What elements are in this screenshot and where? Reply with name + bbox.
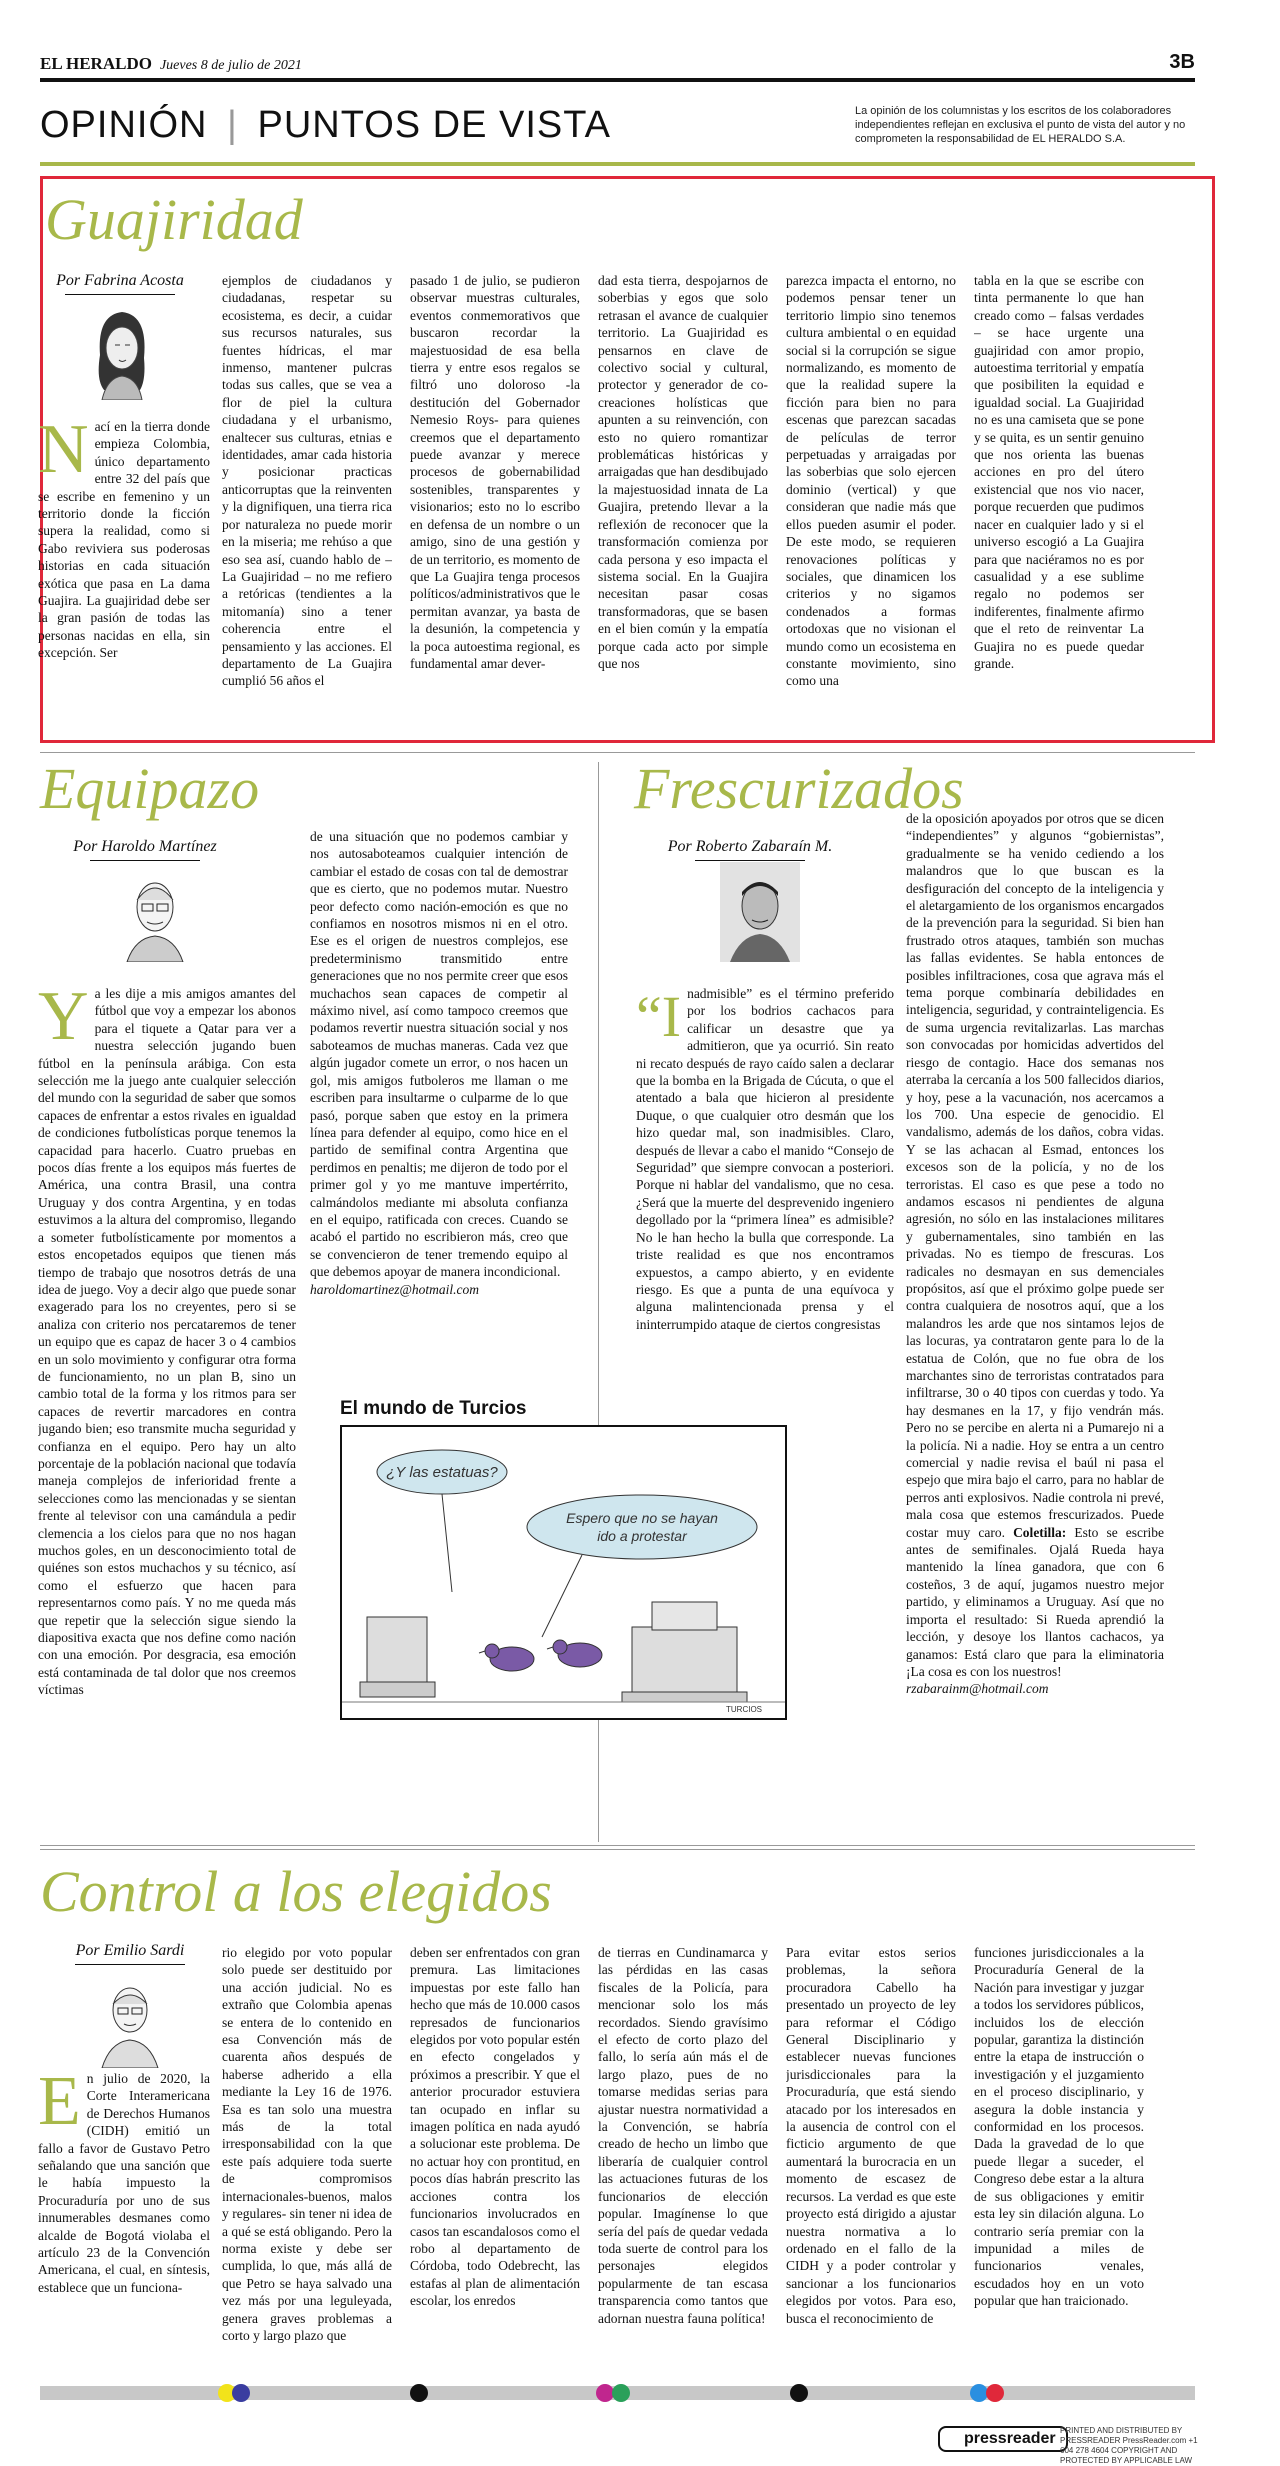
editorial-cartoon	[340, 1425, 787, 1720]
color-mark	[232, 2384, 250, 2402]
author-portrait	[82, 300, 162, 400]
article-body-control-col5: Para evitar estos serios problemas, la señora procuradora Cabello ha presentado un proyecto de ley para reformar el Código General Disciplinario y establecer nuevas funciones jurisdiccionales para la Procuraduría, que está siendo atacado por los interesados en la ausencia de control con el ficticio argumento de que aumentará la burocracia en un momento de escasez de recursos. La verdad es que este proyecto está dirigido a ajustar nuestra normativa a lo ordenado en el fallo de la CIDH y a poder controlar y sancionar a los funcionarios elegidos por votos. Para eso, busca el reconocimiento de	[786, 1945, 956, 2326]
byline-equipazo	[70, 838, 220, 861]
article-body-frescurizados-col1: “Inadmisible” es el término preferido por los bodrios cachacos para calificar un desastre que ya admitieron, que ya ocurrió. Sin reato ni recato después de rayo caído salen a declarar que la bomba en la Brigada de Cúcuta, o que el atentado a bala que hicieron al presidente Duque, o que cualquier otro desmán que los hizo quedar mal, son inadmisibles. Claro, después de llevar a cabo el manido “Consejo de Seguridad” que siempre convocan a posteriori. Porque ni hablar del vandalismo, que no cesa. ¿Será que la muerte del desprevenido ingeniero degollado por la “primera línea” es admisible? No le han hecho la bulla que corresponde. La triste realidad es que nos encontramos expuestos, a campo abierto, y en evidente riesgo. Es que a punta de una equívoca y alguna malintencionada prensa y el ininterrumpido ataque de ciertos congresistas	[636, 985, 894, 1332]
drop-cap: Y	[38, 985, 89, 1055]
pressreader-notice: PRINTED AND DISTRIBUTED BY PRESSREADER PressReader.com +1 604 278 4604 COPYRIGHT AND PROTECTED BY APPLICABLE LAW	[1060, 2426, 1198, 2465]
article-body-guajiridad-col2: ejemplos de ciudadanos y ciudadanas, respetar su ecosistema, es decir, a cuidar sus recursos naturales, sus fuentes hídricas, el mar inmenso, mantener pulcras todas sus calles, que se vea a flor de piel la cultura ciudadana y el urbanismo, enaltecer sus culturas, etnias e identidades, amar cada historia y posicionar practicas anticorruptas que la reinventen y la dignifiquen, una tierra rica por naturaleza no puede morir en la miseria; me rehúso a que eso sea así, cuando hablo de – La Guajiridad – no me refiero a retóricas (tendientes a la mitomanía) sino a tener coherencia entre el pensamiento y las acciones. El departamento de La Guajira cumplió 56 años el	[222, 273, 392, 689]
article-body-control-col4: de tierras en Cundinamarca y las pérdidas en las casas fiscales de la Policía, para mencionar solo los más recordados. Siendo gravísimo el efecto de corto plazo del fallo, lo sería aún más el de largo plazo, pues de no tomarse medidas serias para ajustar nuestra normatividad a la Convención, se habría creado de hecho un limbo que liberaría de cualquier control las actuaciones futuras de los funcionarios de elección popular. Imagínense lo que sería del país de quedar vedada toda suerte de control para los personajes elegidos popularmente de tan escasa transparencia como tantos que adornan nuestra fauna política!	[598, 1945, 768, 2326]
speech-bubble-1: ¿Y las estatuas?	[386, 1464, 498, 1481]
divider	[40, 1849, 1195, 1850]
author-email: rzabarainm@hotmail.com	[906, 1681, 1049, 1697]
author-portrait	[720, 862, 800, 962]
section-subname: PUNTOS DE VISTA	[257, 104, 612, 146]
svg-text:Espero que no se hayan: Espero que no se hayan	[566, 1510, 718, 1526]
divider	[40, 752, 1195, 753]
color-mark	[986, 2384, 1004, 2402]
article-title-equipazo: Equipazo	[40, 756, 260, 821]
coletilla-label: Coletilla:	[1013, 1524, 1067, 1540]
author-name: Por Roberto Zabaraín M.	[667, 838, 833, 855]
article-body-control-col3: deben ser enfrentados con gran premura. Las limitaciones impuestas por este fallo han hecho que más de 10.000 casos represados de funcionarios elegidos por voto popular estén en efecto congelados y próximos a prescribir. Y que el anterior procurador estuviera tan ocupado en inflar su imagen política en nada ayudó a solucionar este problema. De no actuar hoy con prontitud, en pocos días habrán prescrito las acciones contra los funcionarios involucrados en casos tan escandalosos como el robo al departamento de Córdoba, todo Odebrecht, las estafas al plan de alimentación escolar, los enredos	[410, 1945, 580, 2309]
author-name: Por Haroldo Martínez	[73, 838, 217, 855]
cartoonist-signature: TURCIOS	[726, 1705, 762, 1714]
divider	[40, 1845, 1195, 1846]
author-portrait	[115, 862, 195, 962]
article-body-equipazo-col1: Ya les dije a mis amigos amantes del fútbol que voy a empezar los abonos para el tiquete a Qatar para ver a nuestra selección jugando buen fútbol en la península arábiga. Con esta selección me la juego ante cualquier selección del mundo con la seguridad de saber que somos capaces de enfrentar a estos rivales en igualdad de condiciones futbolísticas porque tenemos la capacidad para hacerlo. Cuatro pruebas en pocos días frente a los equipos más fuertes de América, una contra Brasil, una contra Uruguay y dos contra Argentina, y en todas estuvimos a la altura del compromiso, llegando a someter futbolísticamente por momentos a estos encopetados equipos que tienen más tiempo de trabajo que nosotros detrás de una idea de juego. Voy a decir algo que puede sonar exagerado para los no creyentes, pero si se analiza con criterio nos percataremos de tener un equipo que es capaz de hacer 3 o 4 cambios en un solo movimiento y configurar otra forma de funcionamiento, no un plan B, sino un cambio total de la forma y los ritmos para ser capaces de revertir marcadores en contra jugando bien; eso transmite mucha seguridad y confianza en el equipo. Pero hay un alto porcentaje de la población nacional que todavía maneja complejos de inferioridad frente a selecciones como las mencionadas y se sientan frente al televisor con una camándula a pedir clemencia a los cielos para que no nos hagan muchos goles, en un desconocimiento total de quiénes son estos muchachos y su técnico, así como el esfuerzo que hacen para representarnos como país. Y no me queda más que repetir que la selección sigue siendo la diapositiva exacta que nos define como nación con una emoción. Por desgracia, esa emoción está contaminada de tal dolor que nos creemos víctimas	[38, 985, 296, 1698]
article-body-guajiridad-col6: tabla en la que se escribe con tinta permanente lo que han creado como – falsas verdades – se hace urgente una guajiridad con amor propio, autoestima territorial y empatía que posibiliten la equidad e igualdad social. La Guajiridad no es una camiseta que se pone y se quita, es un sentir genuino que nos orienta las buenas acciones en pro del útero existencial que nos vio nacer, porque recuerden que pudimos nacer en cualquier lado y si el universo escogió a La Guajira para que naciéramos no es por casualidad y a ese sublime regalo no podemos ser indiferentes, finalmente afirmo que el reto de reinventar La Guajira no es puede quedar grande.	[974, 273, 1144, 671]
article-body-frescurizados-col2: de la oposición apoyados por otros que se dicen “independientes” y algunos “gobiernistas”, gradualmente se ha venido cediendo a los malandros que lo que buscan es la desfiguración del concepto de la inteligencia y el aletargamiento de los organismos encargados de la prevención para la seguridad. Si bien han frustrado otros ataques, también son muchas las fallas evidentes. Se habla entonces de posibles infiltraciones, cosa que agrava más el tema porque combinaría debilidades en inteligencia, seguridad, y contrainteligencia. Es de suma urgencia revitalizarlas. Las marchas son convocadas por homicidas advertidos del riesgo de contagio. Hace dos semanas nos aterraba la cercanía a los 500 fallecidos diarios, y hoy, pese a la vacunación, nos acercamos a los 700. Una especie de genocidio. El vandalismo, además de los daños, cobra vidas. Y se las achacan al Esmad, entonces los excesos son de la policía, y no de los terroristas. El caso es que pese a todo no andamos escasos ni pendientes de alguna agresión, no sólo en las instalaciones militares y gubernamentales, sino también en las privadas. No es tiempo de frescuras. Los radicales no desmayan en sus demenciales propósitos, así que el próximo golpe puede ser contra cualquiera de nosotros aquí, que a los malandros les arde que nos sintamos lejos de las locuras, ya contrataron gente para lo de la estatua de Colón, que no fue obra de los marchantes sino de terroristas contratados para infiltrarse, 30 o 40 tipos con cuerdas y todo. Ya hay desmanes en la 17, y fijo vendrán más. Pero no se percibe en alerta ni a Pumarejo ni a la policía. Ni a nadie. Hoy se entra a un centro comercial y nadie revisa el baúl ni pasa el espejo que mira bajo el carro, para no hablar de perros anti explosivos. Nadie controla ni prevé, mala cosa que estemos frescurizados. Puede costar muy caro. Coletilla: Esto se escribe antes de semifinales. Ojalá Rueda haya mantenido la línea ganadora, que con 6 costeños, 3 de aquí, jugamos nuestro mejor partido, y eliminamos a Uruguay. Así que no importa el resultado: Si Rueda aprendió la lección, y desoye los llantos cachacos, ya ganamos: Está claro que para la eliminatoria ¡La cosa es con los nuestros! rzabarainm@hotmail.com	[906, 811, 1164, 1697]
drop-cap: N	[38, 418, 89, 488]
article-title-guajiridad: Guajiridad	[45, 187, 303, 252]
section-header: OPINIÓN | PUNTOS DE VISTA La opinión de los columnistas y los escritos de los colaboradores independientes reflejan en exclusiva el punto de vista del autor y no comprometen la responsabilidad de EL HERALDO S.A.	[40, 88, 1195, 166]
article-title-frescurizados: Frescurizados	[634, 756, 964, 821]
byline-guajiridad	[45, 272, 195, 295]
article-body-guajiridad-col5: parezca impacta el entorno, no podemos pensar tener un territorio limpio sino tenemos cultura ambiental o en equidad social si la corrupción se sigue normalizando, es momento de que la realidad supere la ficción para bien no para escenas que parezcan sacadas de películas de terror perpetuadas y arraigadas por las soberbias que solo ejercen dominio (vertical) y que consideran que nadie más que ellos pueden asumir el poder. De este modo, se requieren renovaciones políticas y sociales, que dinamicen los criterios y no sigamos condenados a formas ortodoxas que no visionan el mundo como un ecosistema en constante movimiento, sino como una	[786, 273, 956, 689]
drop-cap: “I	[636, 985, 682, 1049]
article-body-guajiridad-col4: dad esta tierra, despojarnos de soberbias y egos que solo retrasan el avance de cualquier territorio. La Guajiridad es pensarnos en clave de colectivo social y cultural, protector y generador de co-creaciones holísticas que apunten a su reinvención, con esto no quiero romantizar problemáticas históricas y arraigadas que han desdibujado la majestuosidad innata de La Guajira, pretendo llevar a la reflexión de reconocer que la transformación comienza por cada persona y eso impacta el sistema social. En la Guajira necesitan pasar cosas transformadoras, que se basen en el bien común y la empatía porque cada acto por simple que nos	[598, 273, 768, 671]
masthead	[40, 52, 1195, 82]
empty-pedestal-left	[360, 1617, 435, 1697]
section-disclaimer: La opinión de los columnistas y los escritos de los colaboradores independientes reflejan en exclusiva el punto de vista del autor y no comprometen la responsabilidad de EL HERALDO S.A.	[855, 105, 1186, 145]
article-body-control-col6: funciones jurisdiccionales a la Procuraduría General de la Nación para investigar y juzgar a todos los servidores públicos, incluidos los de elección popular, garantiza la distinción entre la etapa de instrucción o investigación y el juzgamiento en el proceso disciplinario, y asegura la doble instancia y conformidad en los procesos. Dada la gravedad de lo que puede llegar a suceder, el Congreso debe estar a la altura de sus obligaciones y emitir esta ley sin dilación alguna. Lo contrario sería premiar con la impunidad a miles de funcionarios venales, escudados hoy en un voto popular que han traicionado.	[974, 1945, 1144, 2309]
color-mark	[612, 2384, 630, 2402]
paper-name: EL HERALDO	[40, 54, 152, 73]
color-mark	[790, 2384, 808, 2402]
pressreader-logo: pressreader	[938, 2426, 1068, 2452]
article-body-guajiridad-col3: pasado 1 de julio, se pudieron observar muestras culturales, eventos conmemorativos que buscaron recordar la majestuosidad de esa bella tierra y entre esos regalos se filtró uno doloroso -la destitución del Gobernador Nemesio Roys- para quienes creemos que el departamento puede avanzar y merece procesos de gobernabilidad sostenibles, transparentes y visionarios; esto no lo escribo en defensa de un nombre o un amigo, sino de una gestión y de un territorio, es momento de que La Guajira tenga procesos políticos/administrativos que le permitan avanzar, ya basta de la desunión, la competencia y la poca autoestima regional, es fundamental amar dever-	[410, 273, 580, 671]
article-body-guajiridad-col1: Nací en la tierra donde empieza Colombia, único departamento entre 32 del país que se escribe en femenino y un territorio donde la ficción supera la realidad, como si Gabo reviviera sus poderosas historias en cada situación exótica que pasa en La dama Guajira. La guajiridad debe ser la gran pasión de todas las personas nacidas en ella, sin excepción. Ser	[38, 418, 210, 661]
drop-cap: E	[38, 2070, 81, 2140]
author-name: Por Fabrina Acosta	[56, 272, 184, 289]
svg-text:ido a protestar: ido a protestar	[597, 1528, 687, 1544]
cartoon-title: El mundo de Turcios	[340, 1398, 527, 1419]
article-body-equipazo-col2: de una situación que no podemos cambiar y nos autosaboteamos cualquier intención de cambiar el estado de cosas con tal de demostrar que es cierto, que no podemos mutar. Nuestro peor defecto como nación-emoción es que no confiamos en nosotros mismos ni en el otro. Ese es el origen de nuestros complejos, ese predeterminismo transmitido entre generaciones que no nos permite creer que esos muchachos sean capaces de competir al máximo nivel, así como tampoco creemos que podamos revertir nuestra situación social y nos saboteamos de muchas maneras. Cada vez que algún jugador comete un error, o nos hacen un gol, mis amigos futboleros me llaman o me escriben para insultarme o culparme de lo que pasó, porque saben que estoy en la primera línea para defender al equipo, como hice en el partido de semifinal contra Argentina que perdimos en penaltis; me dijeron de todo por el primer gol y yo me mantuve impertérrito, calmándolos mediante mi absoluta confianza en el equipo, ratificada con creces. Cuando se acabó el partido no escribieron más, creo que se convencieron de tener tremendo equipo al que debemos apoyar de manera incondicional. haroldomartinez@hotmail.com	[310, 829, 568, 1297]
cartoon-drawing	[342, 1427, 785, 1718]
page-number: 3B	[1169, 51, 1195, 73]
section-name: OPINIÓN	[40, 104, 208, 146]
byline-frescurizados	[660, 838, 840, 861]
article-title-control: Control a los elegidos	[40, 1859, 552, 1924]
color-mark	[410, 2384, 428, 2402]
author-email: haroldomartinez@hotmail.com	[310, 1281, 480, 1297]
issue-date: Jueves 8 de julio de 2021	[159, 58, 302, 73]
author-portrait	[90, 1968, 170, 2068]
author-name: Por Emilio Sardi	[75, 1942, 185, 1959]
byline-control	[55, 1942, 205, 1965]
article-body-control-col2: rio elegido por voto popular solo puede ser destituido por una acción judicial. No es extraño que Colombia apenas se entera de lo contenido en esa Convención más de cuarenta años después de haberse adherido a ella mediante la Ley 16 de 1976. Esa es tan solo una muestra más de la total irresponsabilidad con la que este país adquiere toda suerte de compromisos internacionales-buenos, malos y regulares- sin tener ni idea de a qué se está obligando. Pero la norma existe y debe ser cumplida, lo que, más allá de que Petro se haya salvado una vez más por una leguleyada, genera graves problemas a corto y largo plazo que	[222, 1945, 392, 2343]
article-body-control-col1: En julio de 2020, la Corte Interamericana de Derechos Humanos (CIDH) emitió un fallo a favor de Gustavo Petro señalando que una sanción que le había impuesto la Procuraduría por uno de sus innumerables desmanes como alcalde de Bogotá violaba el artículo 23 de la Convención Americana, el cual, en síntesis, establece que un funciona-	[38, 2070, 210, 2295]
